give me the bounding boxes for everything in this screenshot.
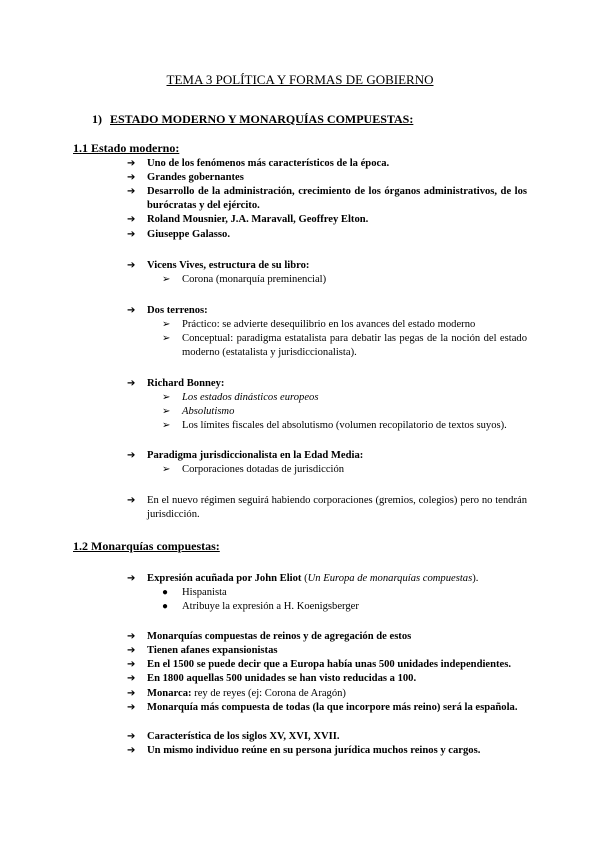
- list-item: [127, 672, 527, 686]
- page-title: TEMA 3 POLÍTICA Y FORMAS DE GOBIERNO: [166, 72, 434, 87]
- item-text: Uno de los fenómenos más característicos de la época.: [147, 158, 390, 169]
- subheading-estado-moderno: 1.1 Estado moderno:: [73, 141, 180, 155]
- hollow-arrow-icon: ➢: [162, 274, 171, 285]
- item-text: Los límites fiscales del absolutismo (volumen recopilatorio de textos suyos).: [182, 420, 507, 431]
- arrow-icon: ➔: [127, 688, 136, 699]
- item-text: Tienen afanes expansionistas: [147, 645, 278, 656]
- bullet-item: [162, 586, 527, 600]
- arrow-icon: ➔: [127, 172, 136, 183]
- list-item: [127, 213, 527, 227]
- item-text: Roland Mousnier, J.A. Maravall, Geoffrey Elton.: [147, 214, 369, 225]
- arrow-icon: ➔: [127, 702, 136, 713]
- arrow-icon: ➔: [127, 378, 136, 389]
- item-text: Atribuye la expresión a H. Koenigsberger: [182, 601, 359, 612]
- list-item: [127, 572, 527, 586]
- sub-list-item: [162, 318, 527, 332]
- item-text: Hispanista: [182, 587, 227, 598]
- item-text: Vicens Vives, estructura de su libro:: [147, 260, 310, 271]
- sub-list-item: [162, 273, 527, 287]
- item-text: Absolutismo: [182, 406, 235, 417]
- arrow-icon: ➔: [127, 673, 136, 684]
- list-item: [127, 185, 527, 213]
- arrow-icon: ➔: [127, 260, 136, 271]
- list-item: [127, 744, 527, 758]
- arrow-icon: ➔: [127, 659, 136, 670]
- arrow-icon: ➔: [127, 158, 136, 169]
- item-text: Un mismo individuo reúne en su persona jurídica muchos reinos y cargos.: [147, 745, 481, 756]
- item-text: Giuseppe Galasso.: [147, 229, 231, 240]
- bullet-icon: ●: [162, 587, 169, 598]
- paren-open: (: [301, 573, 308, 584]
- sub-list-item: [162, 391, 527, 405]
- item-text: En el nuevo régimen seguirá habiendo corporaciones (gremios, colegios) pero no tendrán jurisdicción.: [147, 495, 527, 521]
- list-item: [127, 304, 527, 318]
- list-item: [127, 228, 527, 242]
- list-item: [127, 687, 527, 701]
- arrow-icon: ➔: [127, 229, 136, 240]
- item-rest: rey de reyes (ej: Corona de Aragón): [191, 688, 346, 699]
- list-item: [127, 171, 527, 185]
- book-title: Un Europa de monarquías compuestas: [307, 573, 473, 584]
- item-text: Conceptual: paradigma estatalista para debatir las pegas de la noción del estado moderno (estatalista y jurisdiccionalista).: [182, 333, 527, 359]
- arrow-icon: ➔: [127, 450, 136, 461]
- item-text: Dos terrenos:: [147, 305, 208, 316]
- list-item: [127, 494, 527, 522]
- item-text: Corporaciones dotadas de jurisdicción: [182, 464, 345, 475]
- item-text: Característica de los siglos XV, XVI, XVII.: [147, 731, 340, 742]
- item-text: Richard Bonney:: [147, 378, 225, 389]
- arrow-icon: ➔: [127, 186, 136, 197]
- list-item: [127, 157, 527, 171]
- list-item: [127, 644, 527, 658]
- arrow-icon: ➔: [127, 731, 136, 742]
- section-label: ESTADO MODERNO Y MONARQUÍAS COMPUESTAS:: [110, 112, 414, 126]
- section-number: 1): [92, 112, 102, 126]
- item-text: En 1800 aquellas 500 unidades se han visto reducidas a 100.: [147, 673, 417, 684]
- hollow-arrow-icon: ➢: [162, 392, 171, 403]
- hollow-arrow-icon: ➢: [162, 319, 171, 330]
- item-text: Los estados dinásticos europeos: [182, 392, 319, 403]
- item-text: Grandes gobernantes: [147, 172, 244, 183]
- arrow-icon: ➔: [127, 631, 136, 642]
- sub-list-item: [162, 419, 527, 433]
- item-text: Corona (monarquía preminencial): [182, 274, 327, 285]
- item-text: [147, 572, 527, 586]
- list-item: [127, 701, 527, 715]
- list-item: [127, 449, 527, 463]
- item-text: Desarrollo de la administración, crecimiento de los órganos administrativos, de los burócratas y del ejército.: [147, 186, 527, 212]
- sub-list-item: [162, 405, 527, 419]
- section-heading-1: [92, 112, 413, 126]
- item-text: Monarquías compuestas de reinos y de agregación de estos: [147, 631, 412, 642]
- paren-close: ).: [472, 573, 479, 584]
- hollow-arrow-icon: ➢: [162, 406, 171, 417]
- hollow-arrow-icon: ➢: [162, 464, 171, 475]
- list-item: [127, 630, 527, 644]
- hollow-arrow-icon: ➢: [162, 420, 171, 431]
- item-text: [147, 687, 527, 701]
- arrow-icon: ➔: [127, 745, 136, 756]
- subheading-monarquias-compuestas: 1.2 Monarquías compuestas:: [73, 539, 220, 553]
- arrow-icon: ➔: [127, 305, 136, 316]
- arrow-icon: ➔: [127, 573, 136, 584]
- list-item: [127, 730, 527, 744]
- item-text: Monarquía más compuesta de todas (la que incorpore más reino) será la española.: [147, 702, 518, 713]
- hollow-arrow-icon: ➢: [162, 333, 171, 344]
- list-item: [127, 377, 527, 391]
- item-text: Paradigma jurisdiccionalista en la Edad Media:: [147, 450, 364, 461]
- bullet-icon: ●: [162, 601, 169, 612]
- arrow-icon: ➔: [127, 214, 136, 225]
- item-text: Práctico: se advierte desequilibrio en los avances del estado moderno: [182, 319, 476, 330]
- arrow-icon: ➔: [127, 645, 136, 656]
- arrow-icon: ➔: [127, 495, 136, 506]
- list-item: [127, 259, 527, 273]
- bullet-item: [162, 600, 527, 614]
- list-item: [127, 658, 527, 672]
- item-bold: Expresión acuñada por John Eliot: [147, 573, 302, 584]
- sub-list-item: [162, 463, 527, 477]
- item-bold: Monarca:: [147, 688, 192, 699]
- sub-list-item: [162, 332, 527, 360]
- item-text: En el 1500 se puede decir que a Europa había unas 500 unidades independientes.: [147, 659, 511, 670]
